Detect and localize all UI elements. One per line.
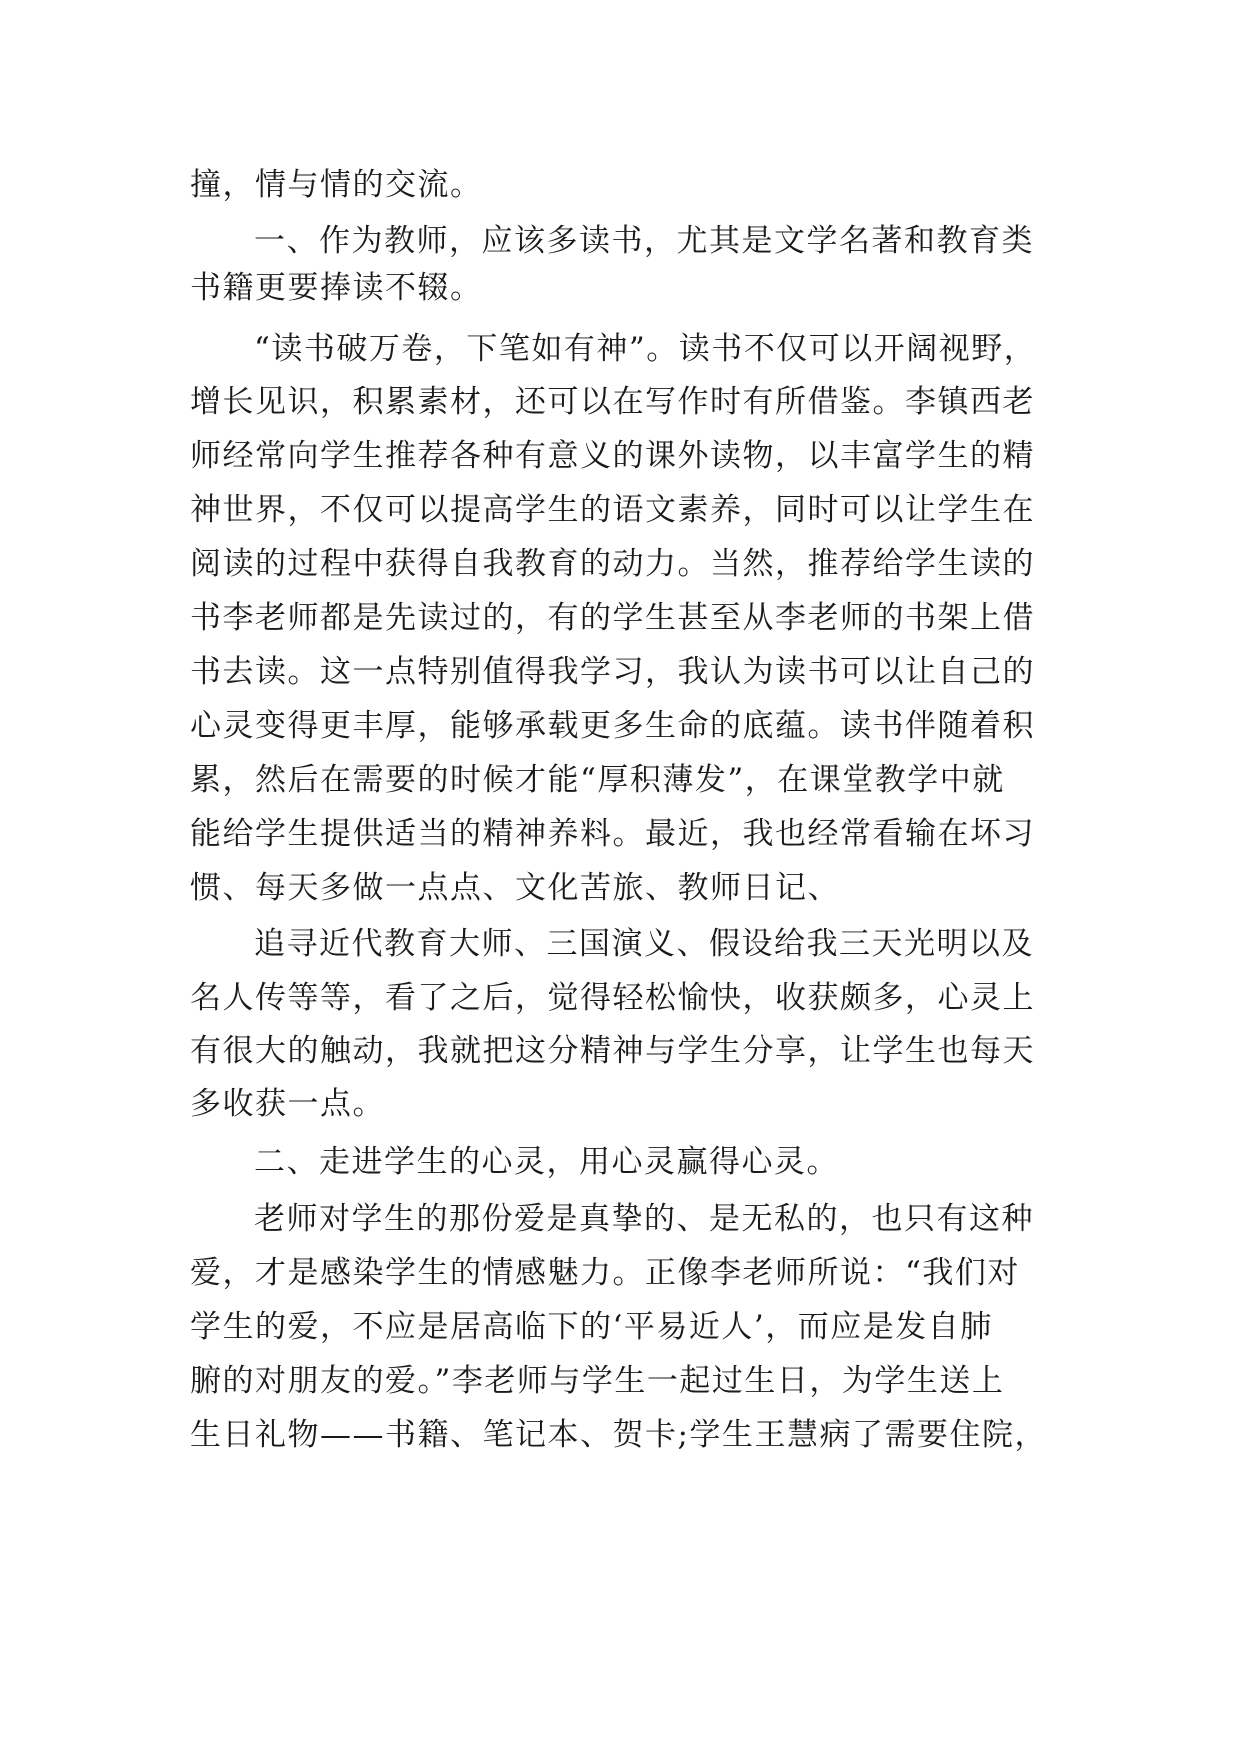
paragraph-line: 腑的对朋友的爱。”李老师与学生一起过生日，为学生送上 — [190, 1363, 1005, 1399]
section-heading-line: 一、作为教师，应该多读书，尤其是文学名著和教育类 — [254, 223, 1034, 259]
paragraph-line: 有很大的触动，我就把这分精神与学生分享，让学生也每天 — [190, 1033, 1035, 1069]
paragraph-line: 阅读的过程中获得自我教育的动力。当然，推荐给学生读的 — [190, 546, 1035, 582]
paragraph-line: 惯、每天多做一点点、文化苦旅、教师日记、 — [190, 870, 840, 906]
paragraph-line: 能给学生提供适当的精神养料。最近，我也经常看输在坏习 — [190, 816, 1035, 852]
paragraph-line: 书去读。这一点特别值得我学习，我认为读书可以让自己的 — [190, 654, 1035, 690]
paragraph-line: 追寻近代教育大师、三国演义、假设给我三天光明以及 — [254, 926, 1034, 962]
paragraph-line: 累，然后在需要的时候才能“厚积薄发”，在课堂教学中就 — [190, 762, 1005, 798]
paragraph-line: 学生的爱，不应是居高临下的‘平易近人’，而应是发自肺 — [190, 1309, 993, 1345]
paragraph-line: 师经常向学生推荐各种有意义的课外读物，以丰富学生的精 — [190, 438, 1035, 474]
paragraph-line: 神世界，不仅可以提高学生的语文素养，同时可以让学生在 — [190, 492, 1035, 528]
paragraph-line: 多收获一点。 — [190, 1086, 385, 1122]
paragraph-line: 老师对学生的那份爱是真挚的、是无私的，也只有这种 — [254, 1201, 1034, 1237]
paragraph-line: 增长见识，积累素材，还可以在写作时有所借鉴。李镇西老 — [190, 384, 1035, 420]
paragraph-line: “读书破万卷，下笔如有神”。读书不仅可以开阔视野， — [254, 331, 1037, 367]
paragraph-line: 生日礼物——书籍、笔记本、贺卡;学生王慧病了需要住院， — [190, 1417, 1047, 1453]
section-heading-line: 书籍更要捧读不辍。 — [190, 270, 483, 306]
paragraph-line: 爱，才是感染学生的情感魅力。正像李老师所说：“我们对 — [190, 1255, 1020, 1291]
paragraph-line: 名人传等等，看了之后，觉得轻松愉快，收获颇多，心灵上 — [190, 980, 1035, 1016]
paragraph-line: 心灵变得更丰厚，能够承载更多生命的底蕴。读书伴随着积 — [190, 708, 1035, 744]
paragraph-line: 撞，情与情的交流。 — [190, 167, 483, 203]
paragraph-line: 书李老师都是先读过的，有的学生甚至从李老师的书架上借 — [190, 600, 1035, 636]
section-heading-line: 二、走进学生的心灵，用心灵赢得心灵。 — [254, 1144, 839, 1180]
